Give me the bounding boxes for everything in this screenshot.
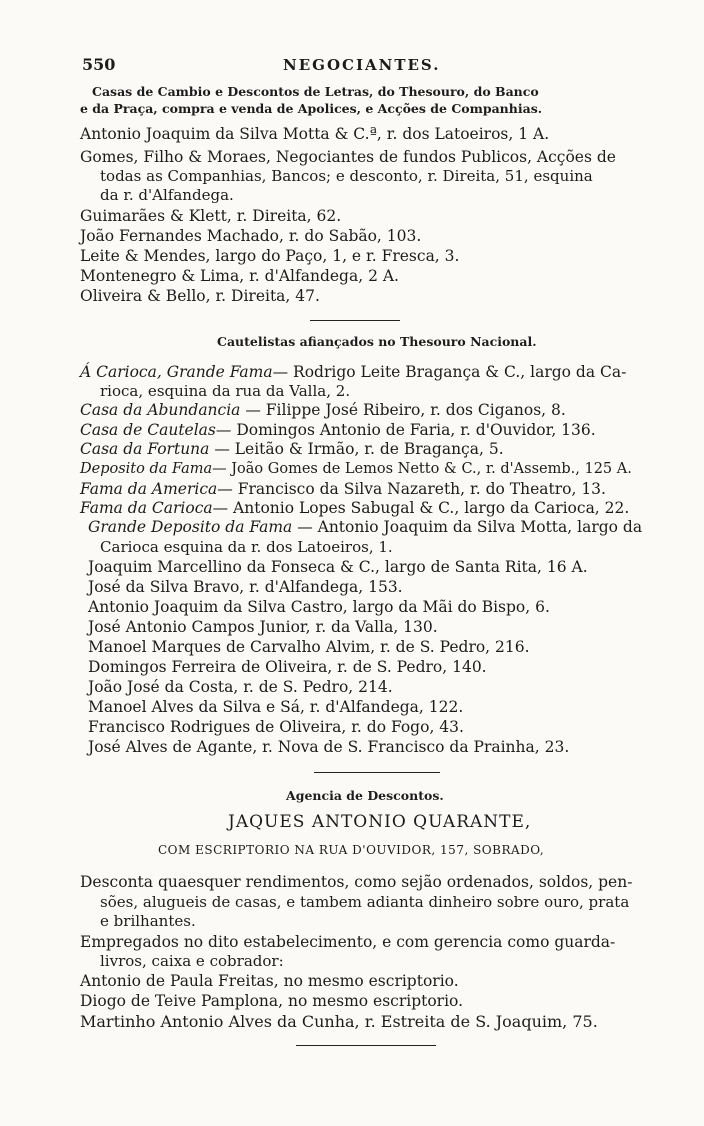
section1-heading-line1: Casas de Cambio e Descontos de Letras, do Thesouro, do Banco [92, 84, 539, 99]
entry-details: — Rodrigo Leite Bragança & C., largo da Ca- [272, 363, 627, 381]
section3-line: Desconta quaesquer rendimentos, como sejão ordenados, soldos, pen- [80, 873, 633, 891]
section1-line: Antonio Joaquim da Silva Motta & C.ª, r. dos Latoeiros, 1 A. [80, 125, 550, 143]
section3-line: Martinho Antonio Alves da Cunha, r. Estreita de S. Joaquim, 75. [80, 1012, 598, 1031]
entry-details: — João Gomes de Lemos Netto & C., r. d'Assemb., 125 A. [212, 461, 632, 477]
section2-entry [88, 557, 650, 577]
entry-shop-name: Casa de Cautelas [80, 421, 216, 439]
section2-entry [80, 420, 642, 440]
section2-entry [80, 362, 642, 382]
section1-line: Guimarães & Klett, r. Direita, 62. [80, 207, 342, 225]
entry-details: José Alves de Agante, r. Nova de S. Francisco da Prainha, 23. [88, 738, 570, 756]
section3-line: e brilhantes. [100, 912, 196, 930]
section2-entry [88, 637, 650, 657]
entry-details: Joaquim Marcellino da Fonseca & C., largo de Santa Rita, 16 A. [88, 558, 588, 576]
entry-details: — Antonio Lopes Sabugal & C., largo da Carioca, 22. [212, 499, 630, 517]
section3-line: Antonio de Paula Freitas, no mesmo escriptorio. [80, 972, 459, 990]
entry-details: Antonio Joaquim da Silva Castro, largo da Mãi do Bispo, 6. [88, 598, 550, 616]
entry-shop-name: Deposito da Fama [80, 461, 213, 477]
entry-shop-name: Fama da Carioca [80, 499, 213, 517]
entry-details: Francisco Rodrigues de Oliveira, r. do Fogo, 43. [88, 718, 464, 736]
entry-details: — Francisco da Silva Nazareth, r. do Theatro, 13. [217, 480, 606, 498]
section2-entry [88, 677, 650, 697]
entry-shop-name: Casa da Abundancia [80, 401, 241, 419]
entry-details: Manoel Marques de Carvalho Alvim, r. de S. Pedro, 216. [88, 638, 530, 656]
section2-entry [88, 737, 650, 757]
entry-details: João José da Costa, r. de S. Pedro, 214. [88, 678, 393, 696]
section2-entry [80, 439, 642, 459]
section1-line: todas as Companhias, Bancos; e desconto, r. Direita, 51, esquina [100, 167, 593, 185]
section2-entry [80, 479, 642, 499]
page-number: 550 [82, 55, 116, 74]
entry-details: José Antonio Campos Junior, r. da Valla, 130. [88, 618, 438, 636]
entry-details: — Domingos Antonio de Faria, r. d'Ouvidor, 136. [215, 421, 596, 439]
section2-heading: Cautelistas afiançados no Thesouro Nacional. [217, 334, 537, 349]
agency-address: COM ESCRIPTORIO NA RUA D'OUVIDOR, 157, SOBRADO, [158, 843, 545, 857]
entry-details: José da Silva Bravo, r. d'Alfandega, 153. [88, 578, 403, 596]
section2-entry [80, 498, 642, 518]
agency-name: JAQUES ANTONIO QUARANTE, [228, 812, 532, 832]
entry-details: — Leitão & Irmão, r. de Bragança, 5. [209, 440, 504, 458]
entry-shop-name: Grande Deposito da Fama [88, 518, 293, 536]
entry-details: — Antonio Joaquim da Silva Motta, largo da [292, 518, 643, 536]
section3-line: Diogo de Teive Pamplona, no mesmo escriptorio. [80, 992, 464, 1010]
section1-line: Leite & Mendes, largo do Paço, 1, e r. Fresca, 3. [80, 247, 460, 265]
section1-line: Gomes, Filho & Moraes, Negociantes de fundos Publicos, Acções de [80, 148, 616, 166]
section2-entry [88, 717, 650, 737]
section2-entry [88, 697, 650, 717]
entry-details: — Filippe José Ribeiro, r. dos Ciganos, 8. [240, 401, 566, 419]
section1-line: João Fernandes Machado, r. do Sabão, 103. [80, 227, 422, 245]
section2-entry [80, 400, 642, 420]
section2-entry [88, 517, 650, 537]
divider-rule [296, 1045, 436, 1046]
section1-heading-line2: e da Praça, compra e venda de Apolices, e Acções de Companhias. [80, 101, 543, 116]
running-title: NEGOCIANTES. [283, 56, 441, 74]
section3-line: livros, caixa e cobrador: [100, 952, 284, 970]
divider-rule [314, 772, 440, 773]
section2-entry [88, 577, 650, 597]
section3-line: Empregados no dito estabelecimento, e com gerencia como guarda- [80, 933, 616, 951]
entry-details: Domingos Ferreira de Oliveira, r. de S. Pedro, 140. [88, 658, 487, 676]
entry-shop-name: Fama da America [80, 480, 218, 498]
section2-entry [88, 657, 650, 677]
entry-shop-name: Á Carioca, Grande Fama [80, 363, 273, 381]
section1-line: Oliveira & Bello, r. Direita, 47. [80, 287, 320, 305]
section2-entry [88, 617, 650, 637]
section2-entry [88, 597, 650, 617]
section3-line: sões, alugueis de casas, e tambem adianta dinheiro sobre ouro, prata [100, 893, 630, 911]
entry-details: Carioca esquina da r. dos Latoeiros, 1. [100, 538, 393, 556]
section1-line: da r. d'Alfandega. [100, 186, 234, 204]
section2-entry [80, 459, 642, 479]
entry-details: rioca, esquina da rua da Valla, 2. [100, 382, 351, 400]
section2-entry [100, 381, 662, 401]
entry-details: Manoel Alves da Silva e Sá, r. d'Alfandega, 122. [88, 698, 464, 716]
divider-rule [310, 320, 400, 321]
section3-heading: Agencia de Descontos. [286, 788, 444, 803]
entry-shop-name: Casa da Fortuna [80, 440, 210, 458]
section2-entry [100, 537, 662, 557]
section1-line: Montenegro & Lima, r. d'Alfandega, 2 A. [80, 267, 399, 285]
